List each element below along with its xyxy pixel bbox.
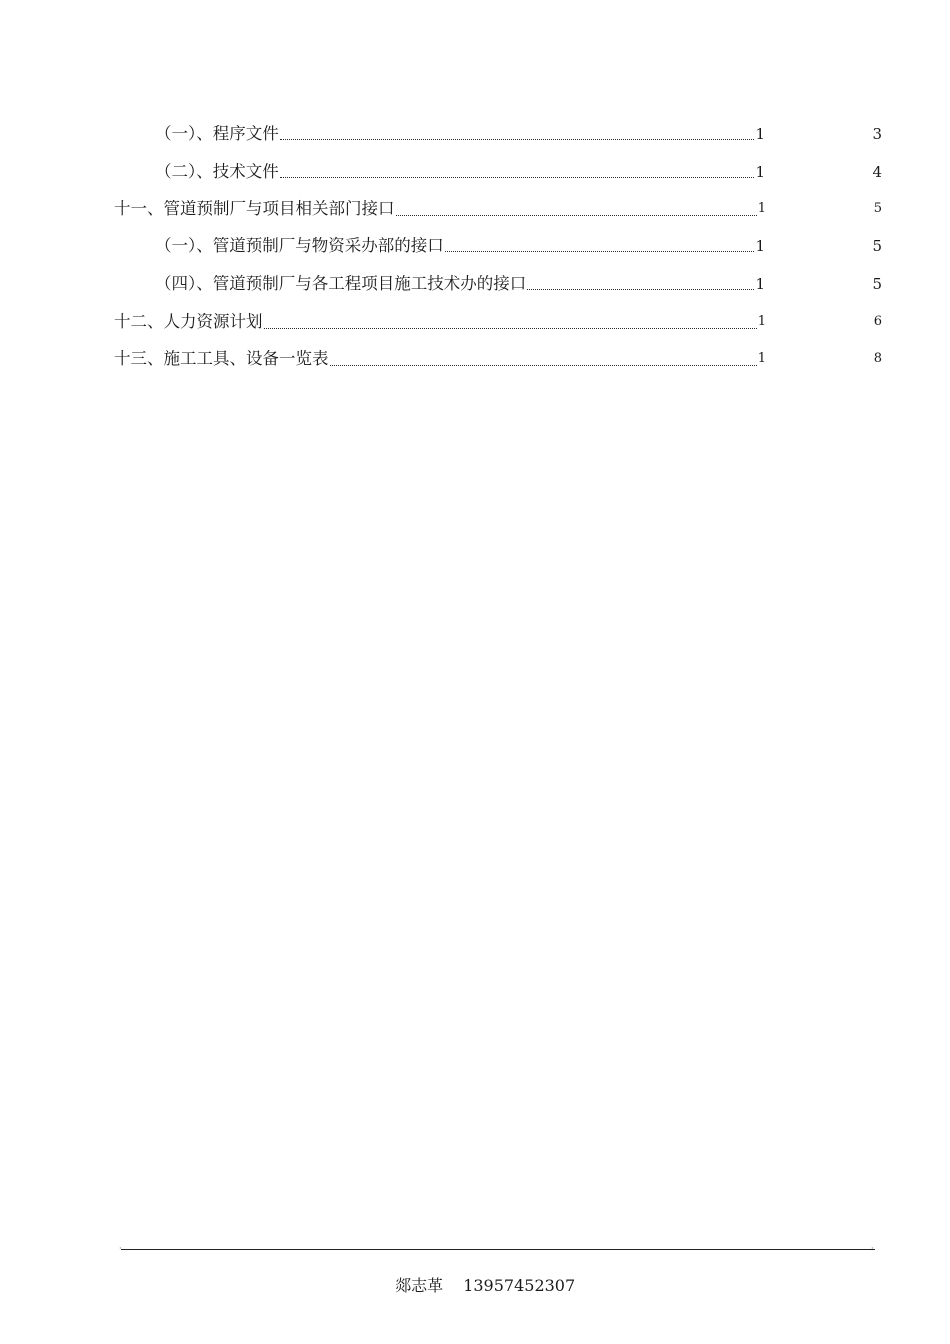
toc-entry[interactable] [155,122,765,146]
toc-entry-title: 十一、管道预制厂与项目相关部门接口 [114,199,395,218]
footer-corner-mark-left: · [119,1244,122,1253]
toc-page-number: 6 [873,314,882,329]
toc-entry-title: 十三、施工工具、设备一览表 [114,349,329,368]
toc-entry-number: 1 [755,163,765,181]
toc-leader-dots [330,365,757,366]
toc-leader-dots [280,139,755,140]
toc-entry-title: （二）、技术文件 [155,162,279,181]
toc-entry[interactable] [155,272,765,296]
toc-entry-number: 1 [755,237,765,255]
toc-entry[interactable] [155,234,765,258]
toc-entry-number: 1 [757,201,766,216]
footer-rule [121,1249,875,1250]
toc-entry-title: （一）、管道预制厂与物资采办部的接口 [155,236,444,255]
toc-page-number: 5 [872,237,882,255]
toc-entry-number: 1 [755,275,765,293]
toc-entry-number: 1 [757,314,766,329]
footer [0,1253,950,1319]
toc-entry[interactable] [114,310,766,334]
toc-entry[interactable] [114,347,766,371]
toc-entry-title: （一）、程序文件 [155,124,279,143]
footer-author-name: 郯志革 [395,1276,444,1295]
toc-page-number: 5 [872,275,882,293]
toc-leader-dots [445,251,755,252]
footer-phone-number: 13957452307 [463,1276,576,1295]
toc-page-number: 3 [872,125,882,143]
toc-leader-dots [280,177,755,178]
toc-leader-dots [527,289,754,290]
toc-entry-title: （四）、管道预制厂与各工程项目施工技术办的接口 [155,274,527,293]
toc-page-number: 8 [873,351,882,366]
toc-leader-dots [264,328,757,329]
toc-entry-number: 1 [757,351,766,366]
toc-entry[interactable] [155,160,765,184]
toc-entry[interactable] [114,197,766,221]
toc-leader-dots [396,215,757,216]
toc-entry-number: 1 [755,125,765,143]
toc-entry-title: 十二、人力资源计划 [114,312,263,331]
footer-corner-mark-right: · [871,1244,874,1253]
toc-page-number: 5 [873,201,882,216]
toc-page-number: 4 [872,163,882,181]
